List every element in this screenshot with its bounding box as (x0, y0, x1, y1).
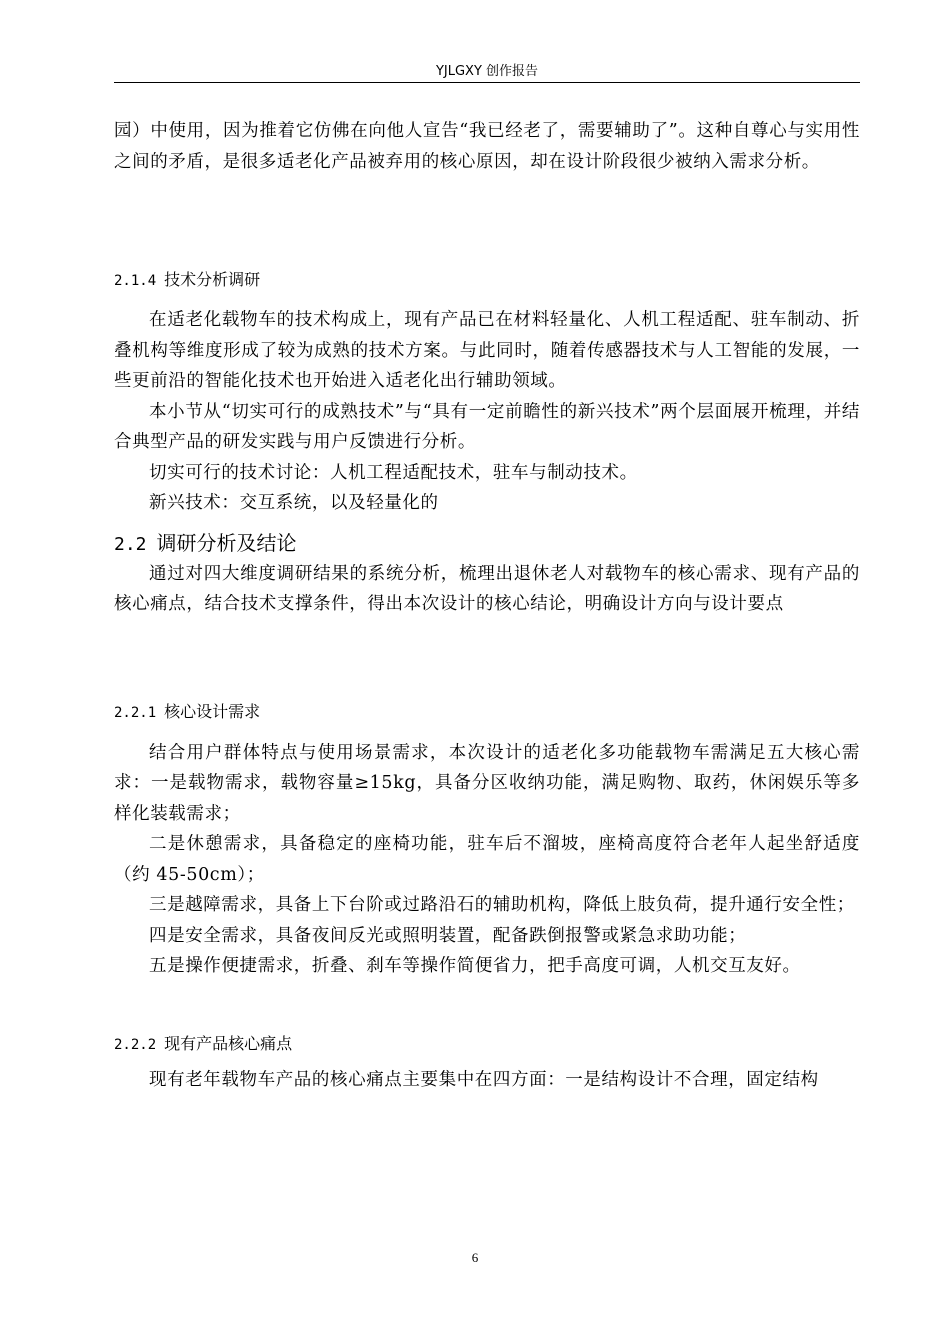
paragraph-painpoint-1: 现有老年载物车产品的核心痛点主要集中在四方面：一是结构设计不合理，固定结构 (149, 1069, 819, 1090)
section-number: 2.2.2 (114, 1036, 157, 1053)
paragraph-tech-4: 新兴技术：交互系统，以及轻量化的 (149, 493, 439, 513)
paragraph-need-2: 二是休憩需求，具备稳定的座椅功能，驻车后不溜坡，座椅高度符合老年人起坐舒适度（约 45-50cm）； (114, 834, 860, 885)
section-title: 现有产品核心痛点 (164, 1033, 293, 1053)
section-title: 核心设计需求 (164, 701, 261, 721)
page-body (114, 116, 860, 1095)
section-heading-2-1-4 (114, 268, 860, 293)
paragraph-need-3: 三是越障需求，具备上下台阶或过路沿石的辅助机构，降低上肢负荷，提升通行安全性； (149, 895, 855, 915)
section-heading-2-2-2 (114, 1032, 860, 1057)
section-heading-2-2-1 (114, 700, 860, 725)
paragraph-tech-2: 本小节从“切实可行的成熟技术”与“具有一定前瞻性的新兴技术”两个层面展开梳理，并结合典型产品的研发实践与用户反馈进行分析。 (114, 401, 860, 452)
paragraph-analysis: 通过对四大维度调研结果的系统分析，梳理出退休老人对载物车的核心需求、现有产品的核心痛点，结合技术支撑条件，得出本次设计的核心结论，明确设计方向与设计要点 (114, 563, 860, 614)
section-number: 2.2 (114, 533, 147, 555)
running-header: YJLGXY 创作报告 (435, 64, 539, 79)
section-title: 调研分析及结论 (156, 530, 297, 555)
paragraph-tech-1: 在适老化载物车的技术构成上，现有产品已在材料轻量化、人机工程适配、驻车制动、折叠机构等维度形成了较为成熟的技术方案。与此同时，随着传感器技术与人工智能的发展，一些更前沿的智能化技术也开始进入适老化出行辅助领域。 (114, 310, 860, 391)
paragraph-tech-3: 切实可行的技术讨论：人机工程适配技术，驻车与制动技术。 (149, 462, 638, 483)
header-divider (114, 82, 860, 83)
paragraph-need-5: 五是操作便捷需求，折叠、刹车等操作简便省力，把手高度可调，人机交互友好。 (149, 956, 801, 976)
paragraph-need-1: 结合用户群体特点与使用场景需求，本次设计的适老化多功能载物车需满足五大核心需求：一是载物需求，载物容量≥15kg，具备分区收纳功能，满足购物、取药，休闲娱乐等多样化装载需求； (114, 742, 860, 824)
page-number: 6 (471, 1250, 479, 1265)
section-number: 2.1.4 (114, 273, 157, 289)
section-number: 2.2.1 (114, 704, 157, 721)
paragraph-need-4: 四是安全需求，具备夜间反光或照明装置，配备跌倒报警或紧急求助功能； (149, 925, 747, 946)
section-title: 技术分析调研 (164, 270, 261, 289)
paragraph-intro: 园）中使用，因为推着它仿佛在向他人宣告“我已经老了，需要辅助了”。这种自尊心与实用性之间的矛盾，是很多适老化产品被弃用的核心原因，却在设计阶段很少被纳入需求分析。 (114, 121, 860, 172)
section-heading-2-2 (114, 529, 860, 559)
